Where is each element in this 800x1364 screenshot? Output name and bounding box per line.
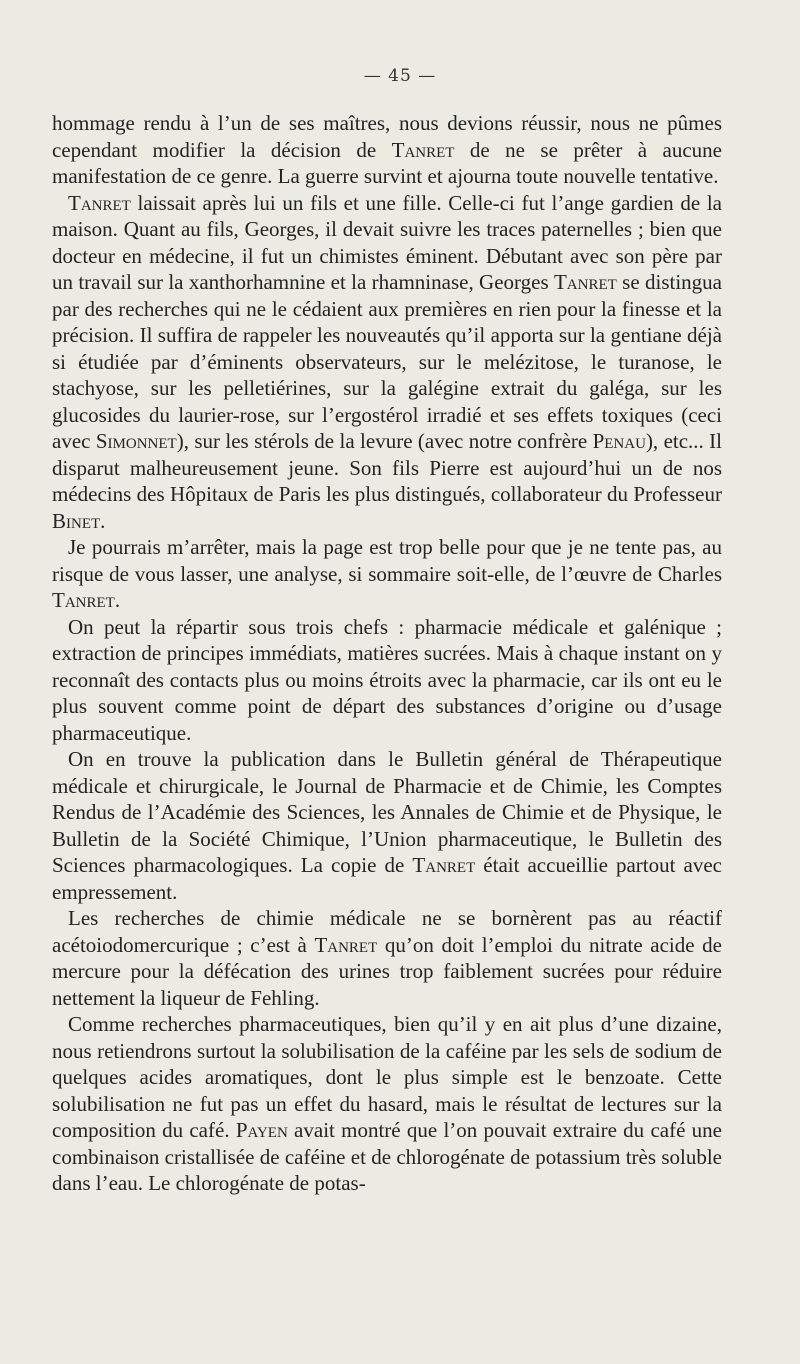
author-name: Tanret (52, 588, 115, 612)
author-name: Tanret (412, 853, 476, 877)
text-run: On peut la répartir sous trois chefs : pharmacie médicale et galénique ; extraction de principes immédiats, matières sucrées. Mais à chaque instant on y reconnaît des contacts plus ou moins étroits avec la pharmacie, car ils ont eu le plus souvent comme point de départ des substances d’origine ou d’usage pharmaceutique. (52, 614, 722, 745)
paragraph (52, 746, 722, 905)
text-run: Les recherches de chimie médicale ne se bornèrent pas au réactif acétoiodomercurique ; c’est à (52, 906, 722, 957)
page-number: — 45 — (363, 66, 437, 86)
text-run: se distingua par des recherches qui ne le cédaient aux premières en rien pour la finesse et la précision. Il suffira de rappeler les nouveautés qu’il apporta sur la gentiane déjà si étudiée par d’éminents observateurs, sur le melézitose, le turanose, le stachyose, sur les pelletiérines, sur la galégine extrait du galéga, sur les glucosides du laurier-rose, sur l’ergostérol irradié et ses effets toxiques (ceci avec (52, 270, 722, 453)
text-run: . (100, 508, 106, 533)
author-name: Tanret (391, 137, 455, 162)
text-run: ), sur les stérols de la levure (avec notre confrère (176, 429, 593, 453)
author-name: Simonnet (95, 429, 177, 453)
paragraph (52, 534, 722, 614)
text-run: . (114, 588, 121, 612)
author-name: Tanret (68, 190, 131, 215)
text-run: avait montré que l’on pouvait extraire du café une combinaison cristallisée de caféine et de chlorogénate de potassium très soluble dans l’eau. Le chlorogénate de potas- (52, 1118, 722, 1195)
author-name: Penau (592, 429, 646, 453)
text-run: hommage rendu à l’un de ses maîtres, nous devions réussir, nous ne pûmes cependant modifier la décision de (52, 111, 722, 162)
paragraph (52, 110, 722, 190)
text-run: Je pourrais m’arrêter, mais la page est trop belle pour que je ne tente pas, au risque de vous lasser, une analyse, si sommaire soit-elle, de l’œuvre de Charles (52, 535, 722, 586)
text-run: Comme recherches pharmaceutiques, bien qu’il y en ait plus d’une dizaine, nous retiendrons surtout la solubilisation de la caféine par les sels de sodium de quelques acides aromatiques, dont le plus simple est le benzoate. Cette solubilisation ne fut pas un effet du hasard, mais le résultat de lectures sur la composition du café. (52, 1012, 722, 1142)
body-text (52, 110, 722, 1197)
author-name: Tanret (553, 270, 617, 294)
author-name: Payen (235, 1118, 288, 1142)
text-run: de ne se prêter à aucune manifestation de ce genre. La guerre survint et ajourna toute nouvelle tentative. (52, 137, 723, 188)
author-name: Tanret (314, 932, 378, 957)
paragraph (52, 1011, 722, 1197)
text-run: laissait après lui un fils et une fille. Celle-ci fut l’ange gardien de la maison. Quant au fils, Georges, il devait suivre les traces paternelles ; bien que docteur en médecine, il fut un chimistes éminent. Débutant avec son père par un travail sur la xanthorhamnine et la rhamninase, Georges (52, 190, 722, 294)
paragraph (52, 190, 722, 535)
text-run: était accueillie partout avec empressement. (52, 853, 722, 904)
text-run: ), etc... Il disparut malheureusement jeune. Son fils Pierre est aujourd’hui un de nos médecins des Hôpitaux de Paris les plus distingués, collaborateur du Professeur (52, 429, 723, 506)
paragraph (52, 905, 722, 1011)
text-run: qu’on doit l’emploi du nitrate acide de mercure pour la défécation des urines trop faiblement sucrées pour réduire nettement la liqueur de Fehling. (52, 932, 723, 1010)
text-run: On en trouve la publication dans le Bulletin général de Thérapeutique médicale et chirurgicale, le Journal de Pharmacie et de Chimie, les Comptes Rendus de l’Académie des Sciences, les Annales de Chimie et de Physique, le Bulletin de la Société Chimique, l’Union pharmaceutique, le Bulletin des Sciences pharmacologiques. La copie de (52, 747, 722, 877)
paragraph (52, 614, 722, 747)
author-name: Binet (52, 508, 101, 533)
